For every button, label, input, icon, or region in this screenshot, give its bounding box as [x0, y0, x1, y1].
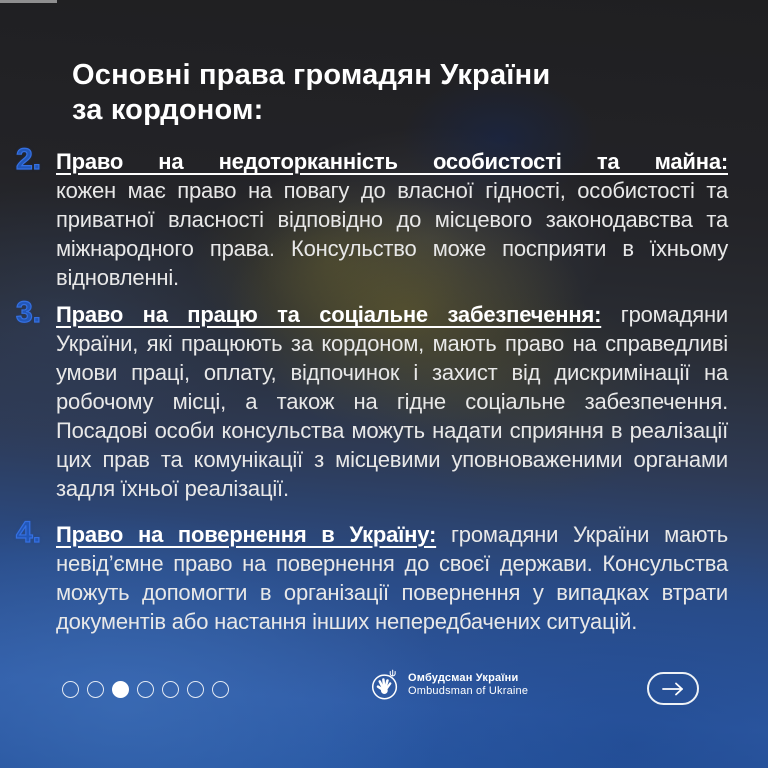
ombudsman-logo — [370, 669, 528, 701]
item-body: громадяни України, які працюють за кордоном, мають право на справедливі умови праці, оплату, відпочинок і захист від дискримінації на робочому місці, а також на гідне соціальне забезпечення. Посадові особи консульства можуть надати сприяння в реалізації цих прав та комунікації з місцевими уповноваженими органами задля їхньої реалізації. — [56, 302, 728, 501]
logo-name-ua: Омбудсман України — [408, 672, 519, 684]
list-item-right-2 — [0, 143, 768, 292]
page-title — [72, 58, 550, 128]
item-body: громадяни України мають невід’ємне право на повернення до своєї держави. Консульства можуть допомогти в організації повернення у випадках втрати документів або настання інших непередбачених ситуацій. — [56, 522, 728, 634]
item-number: 4. — [16, 516, 42, 549]
pagination-dots — [62, 681, 229, 698]
item-body: кожен має право на повагу до власної гідності, особистості та приватної власності відповідно до місцевого законодавства та міжнародного права. Консульство може посприяти в їхньому відновленні. — [56, 178, 728, 290]
list-item-right-4 — [0, 516, 768, 636]
pagination-dot[interactable] — [137, 681, 154, 698]
pagination-dot[interactable] — [212, 681, 229, 698]
item-text — [56, 300, 768, 503]
item-heading: Право на недоторканність особистості та майна: — [56, 149, 728, 174]
item-number: 2. — [16, 143, 42, 176]
next-slide-button[interactable] — [647, 672, 699, 705]
item-text — [56, 520, 768, 636]
pagination-dot[interactable] — [162, 681, 179, 698]
title-dash — [0, 0, 57, 3]
footer — [0, 660, 768, 720]
arrow-right-icon — [660, 682, 686, 696]
item-heading: Право на повернення в Україну: — [56, 522, 437, 547]
logo-name-en: Ombudsman of Ukraine — [408, 685, 529, 697]
item-text — [56, 147, 768, 292]
item-heading: Право на працю та соціальне забезпечення: — [56, 302, 602, 327]
page-title-line-2: за кордоном: — [72, 94, 264, 126]
page-title-line-1: Основні права громадян України — [72, 59, 551, 91]
rights-list — [0, 143, 768, 636]
ombudsman-logo-text — [408, 672, 528, 698]
ombudsman-hand-trident-icon — [370, 669, 400, 701]
pagination-dot[interactable] — [62, 681, 79, 698]
item-number: 3. — [16, 296, 42, 329]
pagination-dot[interactable] — [187, 681, 204, 698]
pagination-dot[interactable] — [87, 681, 104, 698]
list-item-right-3 — [0, 296, 768, 503]
pagination-dot-active[interactable] — [112, 681, 129, 698]
